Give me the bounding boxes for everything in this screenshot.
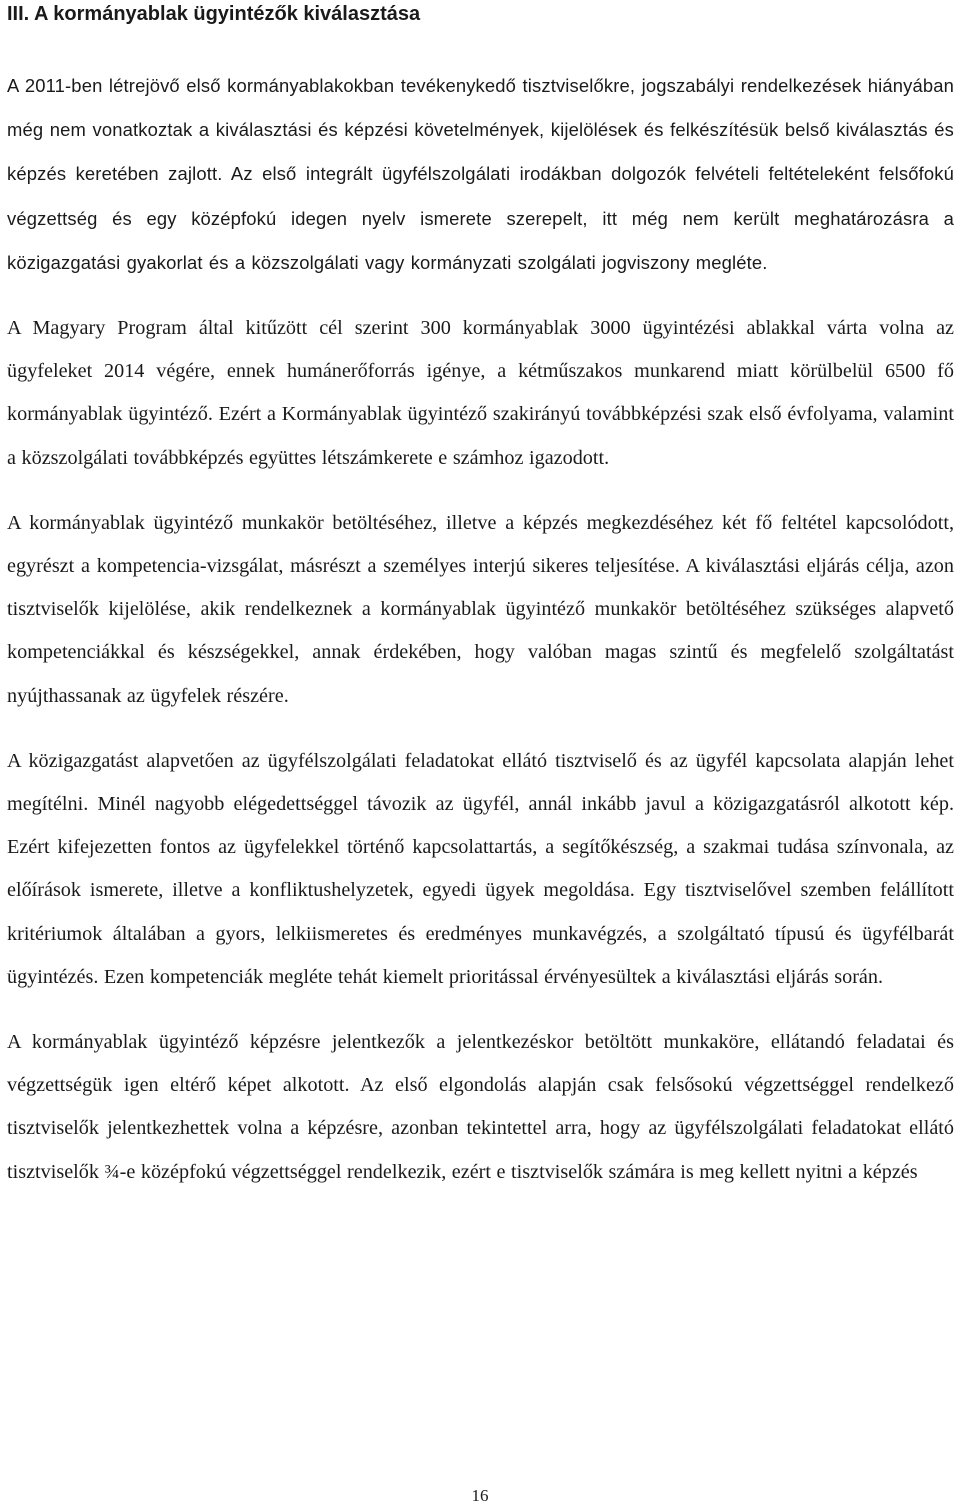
paragraph-applicants xyxy=(7,1021,954,1194)
paragraph-magyary-program xyxy=(7,307,954,480)
paragraph-competencies xyxy=(7,740,954,999)
section-heading: III. A kormányablak ügyintézők kiválasztása xyxy=(7,3,421,25)
paragraph-text: A Magyary Program által kitűzött cél szerint 300 kormányablak 3000 ügyintézési ablakkal várta volna az ügyfeleket 2014 végére, ennek humánerőforrás igénye, a kétműszakos munkarend miatt körülbelül 6500 fő kormányablak ügyintéző. Ezért a Kormányablak ügyintéző szakirányú továbbképzési szak első évfolyama, valamint a közszolgálati továbbképzés együttes létszámkerete e számhoz igazodott. xyxy=(7,317,954,469)
paragraph-text: A kormányablak ügyintéző képzésre jelentkezők a jelentkezéskor betöltött munkaköre, ellátandó feladatai és végzettségük igen eltérő képet alkotott. Az első elgondolás alapján csak felsősokú végzettséggel rendelkező tisztviselők jelentkezhettek volna a képzésre, azonban tekintettel arra, hogy az ügyfélszolgálati feladatokat ellátó tisztviselők ¾-e középfokú végzettséggel rendelkezik, ezért e tisztviselők számára is meg kellett nyitni a képzés xyxy=(7,1031,954,1183)
paragraph-text: A kormányablak ügyintéző munkakör betöltéséhez, illetve a képzés megkezdéséhez két fő feltétel kapcsolódott, egyrészt a kompetencia-vizsgálat, másrészt a személyes interjú sikeres teljesítése. A kiválasztási eljárás célja, azon tisztviselők kijelölése, akik rendelkeznek a kormányablak ügyintéző munkakör betöltéséhez szükséges alapvető kompetenciákkal és készségekkel, annak érdekében, hogy valóban magas szintű és megfelelő szolgáltatást nyújthassanak az ügyfelek részére. xyxy=(7,511,954,707)
paragraph-text: A közigazgatást alapvetően az ügyfélszolgálati feladatokat ellátó tisztviselő és az ügyfél kapcsolata alapján lehet megítélni. Minél nagyobb elégedettséggel távozik az ügyfél, annál inkább javul a közigazgatásról alkotott kép. Ezért kifejezetten fontos az ügyfelekkel történő kapcsolattartás, a segítőkészség, a szakmai tudása színvonala, az előírások ismerete, illetve a konfliktushelyzetek, egyedi ügyek megoldása. Egy tisztviselővel szemben felállított kritériumok általában a gyors, lelkiismeretes és eredményes munkavégzés, a szolgáltató típusú és ügyfélbarát ügyintézés. Ezen kompetenciák megléte tehát kiemelt prioritással érvényesültek a kiválasztási eljárás során. xyxy=(7,749,954,988)
paragraph-selection-history xyxy=(7,64,954,285)
document-page xyxy=(7,0,954,1194)
page-number: 16 xyxy=(471,1486,489,1505)
paragraph-text: A 2011-ben létrejövő első kormányablakokban tevékenykedő tisztviselőkre, jogszabályi rendelkezések hiányában még nem vonatkoztak a kiválasztási és képzési követelmények, kijelölések és felkészítésük belső kiválasztás és képzés keretében zajlott. Az első integrált ügyfélszolgálati irodákban dolgozók felvételi feltételeként felsőfokú végzettség és egy középfokú idegen nyelv ismerete szerepelt, itt még nem került meghatározásra a közigazgatási gyakorlat és a közszolgálati vagy kormányzati szolgálati jogviszony megléte. xyxy=(7,75,954,273)
paragraph-selection-conditions xyxy=(7,502,954,718)
